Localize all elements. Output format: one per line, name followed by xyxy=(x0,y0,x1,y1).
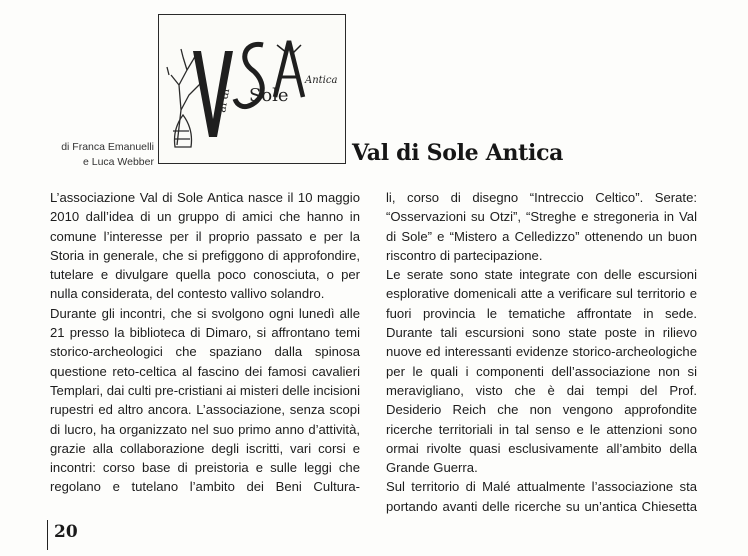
authors-byline xyxy=(54,140,154,170)
association-logo xyxy=(158,14,346,164)
logo-word-antica: Antica xyxy=(305,75,338,86)
paragraph: Durante gli incontri, che si svolgono ogni lunedì alle 21 presso la biblioteca di Dimaro, si affrontano temi storico-archeologici che spaziano dalla spinosa questione reto-celtica al fascino dei famosi cavalieri Templari, dai culti pre-cristiani ai misteri delle incisioni rupestri ed altro ancora. L’associazione, senza scopi di lucro, ha organizzato nel suo primo anno d’attività, grazie alla collaborazione degli iscritti, vari corsi e incontri: corso base di preistoria e sulle leggi che regolano e tutelano l’ambito dei Beni Cultura- xyxy=(50,305,360,495)
logo-word-sole: Sole xyxy=(249,85,289,106)
left-column xyxy=(50,188,360,497)
paragraph: L’associazione Val di Sole Antica nasce il 10 maggio 2010 dall’idea di un gruppo di amici che hanno in comune l’interesse per il proprio passato e per la Storia in generale, che si prefiggono di approfondire, tutelare e divulgare quella poco conosciuta, o per nulla considerata, del contesto vallivo solandro. xyxy=(50,190,360,302)
right-column xyxy=(386,188,697,516)
logo-artwork xyxy=(159,15,345,163)
paragraph: Sul territorio di Malé attualmente l’associazione sta portando avanti delle ricerche su un’antica Chiesetta xyxy=(386,479,697,514)
author-line-2: e Luca Webber xyxy=(82,156,154,168)
article-title: Val di Sole Antica xyxy=(352,140,564,166)
page-number-rule xyxy=(47,520,48,550)
paragraph: li, corso di disegno “Intreccio Celtico”. Serate: “Osservazioni su Otzi”, “Streghe e stregoneria in Val di Sole” e “Mistero a Celledizzo” ottenendo un buon riscontro di partecipazione. xyxy=(386,190,697,263)
logo-word-val: al di xyxy=(215,87,233,114)
author-line-1: di Franca Emanuelli xyxy=(61,141,154,153)
page-number: 20 xyxy=(54,522,78,542)
paragraph: Le serate sono state integrate con delle escursioni esplorative domenicali atte a verificare sul territorio e fuori provincia le tematiche affrontate in sede. Durante tali escursioni sono state poste in rilievo nuove ed interessanti evidenze storico-archeologiche per le quali i componenti dell’associazione non si meravigliano, visto che è dai tempi del Prof. Desiderio Reich che non vengono approfondite ricerche territoriali in tal senso e le attenzioni sono ormai rivolte quasi esclusivamente all’ambito della Grande Guerra. xyxy=(386,267,697,476)
